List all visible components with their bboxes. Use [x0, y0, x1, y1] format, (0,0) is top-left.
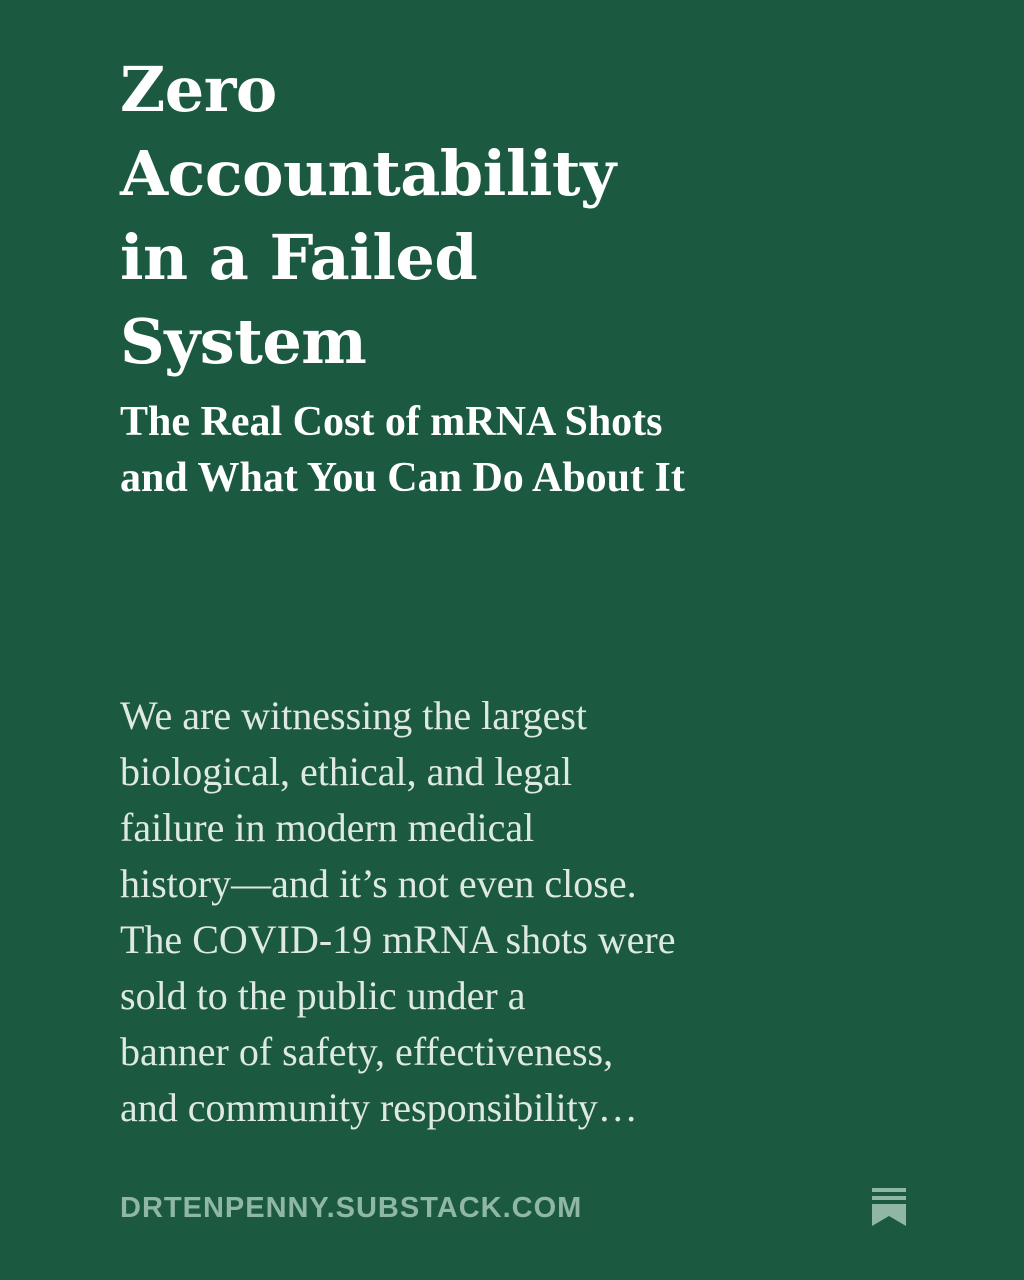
post-title-line: System [120, 305, 367, 378]
post-title-line: in a Failed [120, 221, 478, 294]
post-excerpt-line: history—and it’s not even close. [120, 861, 637, 906]
post-subtitle-line: and What You Can Do About It [120, 455, 685, 501]
post-excerpt-line: banner of safety, effectiveness, [120, 1029, 614, 1074]
post-excerpt-line: sold to the public under a [120, 973, 526, 1018]
post-excerpt-line: We are witnessing the largest [120, 693, 588, 738]
post-excerpt-line: biological, ethical, and legal [120, 749, 573, 794]
post-title-line: Accountability [120, 137, 616, 210]
post-excerpt-line: failure in modern medical [120, 805, 535, 850]
substack-bookmark-icon [872, 1188, 906, 1226]
post-title-line: Zero [120, 53, 277, 126]
post-title [120, 48, 740, 384]
post-excerpt-line: The COVID-19 mRNA shots were [120, 917, 676, 962]
post-subtitle [120, 394, 840, 506]
post-subtitle-line: The Real Cost of mRNA Shots [120, 399, 663, 445]
post-excerpt [120, 688, 840, 1136]
publication-domain[interactable]: DRTENPENNY.SUBSTACK.COM [120, 1192, 583, 1224]
post-excerpt-line: and community responsibility… [120, 1085, 638, 1130]
